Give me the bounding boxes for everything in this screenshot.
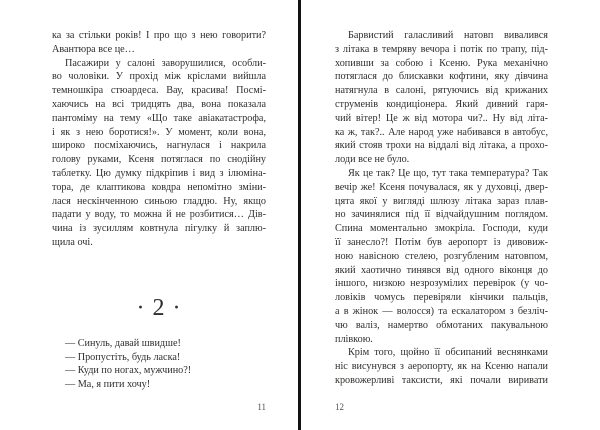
text-line: таблетку. Цю думку підкріпив і вид з ілюміна- [52, 167, 266, 179]
text-line: лоди все не було. [335, 154, 410, 166]
page-number-left: 11 [257, 402, 266, 412]
text-line: потяглася до блискавки кофтини, яку дівчина [335, 71, 548, 83]
text-line: Спина моментально змокріла. Господи, куди [335, 223, 548, 235]
text-line: вечір же! Ксеня почувалася, як у духовці, двер- [335, 181, 548, 193]
paragraph [335, 346, 548, 387]
text-line: ною навісною стелею, розгубленим натовпом, [335, 250, 548, 262]
text-line: ка за стільки років! І про що з нею говорити? [52, 30, 266, 41]
text-line: широко посміхаючись, нагнулася і накрила [52, 140, 266, 152]
text-line: но зачинялися під її відчайдушним поглядом. [335, 209, 548, 221]
text-line: ніс висунувся з аеропорту, як на Ксеню напали [335, 361, 548, 373]
text-line: чина із зусиллям ковтнула пігулку й заплю- [52, 223, 266, 235]
text-line: її занесло?! Потім був аеропорт із дивовиж- [335, 236, 548, 248]
text-line: і як з нею боротися!». У момент, коли вона, [52, 126, 266, 138]
text-line: натягнула в салоні, рятуючись від крижаних [335, 85, 548, 97]
text-line: лася нескінченною синьою гладдю. Ну, якщо [52, 195, 266, 207]
text-line: чю валіз, намертво обмотаних пакувальною [335, 319, 548, 331]
text-line: кровожерливі таксисти, які почали виривати [335, 374, 548, 386]
text-line: ловіків чомусь перевіряли кінчики пальців, [335, 292, 548, 304]
text-line: Крім того, щойно її обсипаний веснянками [348, 347, 548, 359]
dialogue-line: — Синуль, давай швидше! [65, 337, 181, 349]
paragraph [335, 167, 548, 346]
text-line: щила очі. [52, 236, 93, 248]
text-line: пантоміму на тему «Що таке авіакатастрофа, [52, 112, 266, 124]
text-line: Барвистий галасливий натовп вивалився [348, 30, 548, 41]
paragraph [52, 57, 266, 250]
dialogue-block [52, 337, 266, 392]
text-line: тора, де клаптикова ковдра непомітно зміни- [52, 181, 266, 193]
text-line: хаючись на всі тридцять два, вона показала [52, 98, 266, 110]
page-left-text [52, 29, 266, 392]
text-line: Авантюра все це… [52, 43, 135, 55]
text-line: з літака в темряву вечора і потік по трапу, під- [335, 43, 548, 55]
paragraph [335, 29, 548, 167]
text-line: темношкіра стюардеса. Вау, красива! Посмі- [52, 85, 266, 97]
chapter-heading: · 2 · [136, 294, 182, 321]
text-line: іншого, низкою незрозумілих перевірок (у чо- [335, 278, 548, 290]
dialogue-line: — Ма, я пити хочу! [65, 379, 151, 391]
dialogue-line: — Куди по ногах, мужчино?! [65, 365, 192, 377]
text-line: який стояв трохи на віддалі від літака, а прохо- [335, 140, 548, 152]
text-line: цята якої у вигляді шлюзу літака зараз плав- [335, 195, 548, 207]
text-line: голову руками, Ксеня потяглася по снодійну [52, 154, 266, 166]
text-line: во чоловіки. У прохід між кріслами вийшла [52, 71, 266, 83]
page-number-right: 12 [335, 402, 344, 412]
page-right[interactable] [301, 0, 600, 430]
paragraph [52, 29, 266, 57]
page-right-text [335, 29, 548, 388]
text-line: плівкою. [335, 333, 373, 345]
text-line: струменів кондиціонера. Який дивний гаря- [335, 98, 548, 110]
text-line: падати у воду, то можна й не розбитися… Дів- [52, 209, 266, 221]
text-line: а в жінок — волосся) та ескалатором з безліч- [335, 305, 548, 317]
text-line: який хаотично тинявся від одного віконця до [335, 264, 548, 276]
dialogue-line: — Пропустіть, будь ласка! [65, 351, 181, 363]
text-line: Пасажири у салоні заворушилися, особли- [65, 57, 266, 69]
page-left[interactable] [0, 0, 298, 430]
text-line: чий вітер! Це ж від мотора чи?.. Ну від літа- [335, 112, 548, 124]
text-line: Як це так? Це що, тут така температура? Так [348, 167, 548, 179]
text-line: ка ж, так?.. Але народ уже набивався в автобус, [335, 126, 548, 138]
text-line: хопивши за собою і Ксеню. Рука механічно [335, 57, 548, 69]
